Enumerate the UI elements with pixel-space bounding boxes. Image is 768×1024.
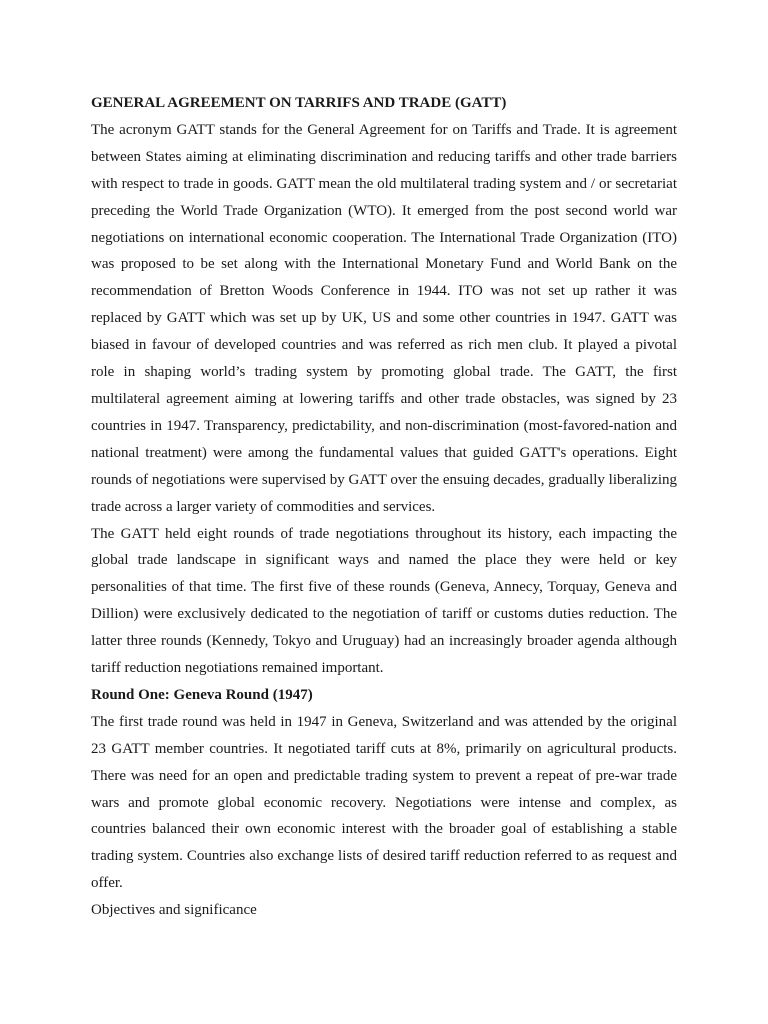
paragraph-geneva-round: The first trade round was held in 1947 in Geneva, Switzerland and was attended by the original 23 GATT member countries. It negotiated tariff cuts at 8%, primarily on agricultural products. There was need for an open and predictable trading system to prevent a repeat of pre-war trade wars and promote global economic recovery. Negotiations were intense and complex, as countries balanced their own economic interest with the broader goal of establishing a stable trading system. Countries also exchange lists of desired tariff reduction referred to as request and offer. <box>91 713 677 892</box>
objectives-heading: Objectives and significance <box>91 902 257 919</box>
document-page <box>91 90 677 924</box>
paragraph-gatt-overview: The acronym GATT stands for the General Agreement for on Tariffs and Trade. It is agreement between States aiming at eliminating discrimination and reducing tariffs and other trade barriers with respect to trade in goods. GATT mean the old multilateral trading system and / or secretariat preceding the World Trade Organization (WTO). It emerged from the post second world war negotiations on international economic cooperation. The International Trade Organization (ITO) was proposed to be set along with the International Monetary Fund and World Bank on the recommendation of Bretton Woods Conference in 1944. ITO was not set up rather it was replaced by GATT which was set up by UK, US and some other countries in 1947. GATT was biased in favour of developed countries and was referred as rich men club. It played a pivotal role in shaping world’s trading system by promoting global trade. The GATT, the first multilateral agreement aiming at lowering tariffs and other trade obstacles, was signed by 23 countries in 1947. Transparency, predictability, and non-discrimination (most-favored-nation and national treatment) were among the fundamental values that guided GATT's operations. Eight rounds of negotiations were supervised by GATT over the ensuing decades, gradually liberalizing trade across a larger variety of commodities and services. <box>91 121 677 515</box>
document-title: GENERAL AGREEMENT ON TARRIFS AND TRADE (GATT) <box>91 95 507 111</box>
round-one-heading: Round One: Geneva Round (1947) <box>91 686 313 703</box>
paragraph-gatt-rounds: The GATT held eight rounds of trade negotiations throughout its history, each impacting the global trade landscape in significant ways and named the place they were held or key personalities of that time. The first five of these rounds (Geneva, Annecy, Torquay, Geneva and Dillion) were exclusively dedicated to the negotiation of tariff or customs duties reduction. The latter three rounds (Kennedy, Tokyo and Uruguay) had an increasingly broader agenda although tariff reduction negotiations remained important. <box>91 525 677 677</box>
